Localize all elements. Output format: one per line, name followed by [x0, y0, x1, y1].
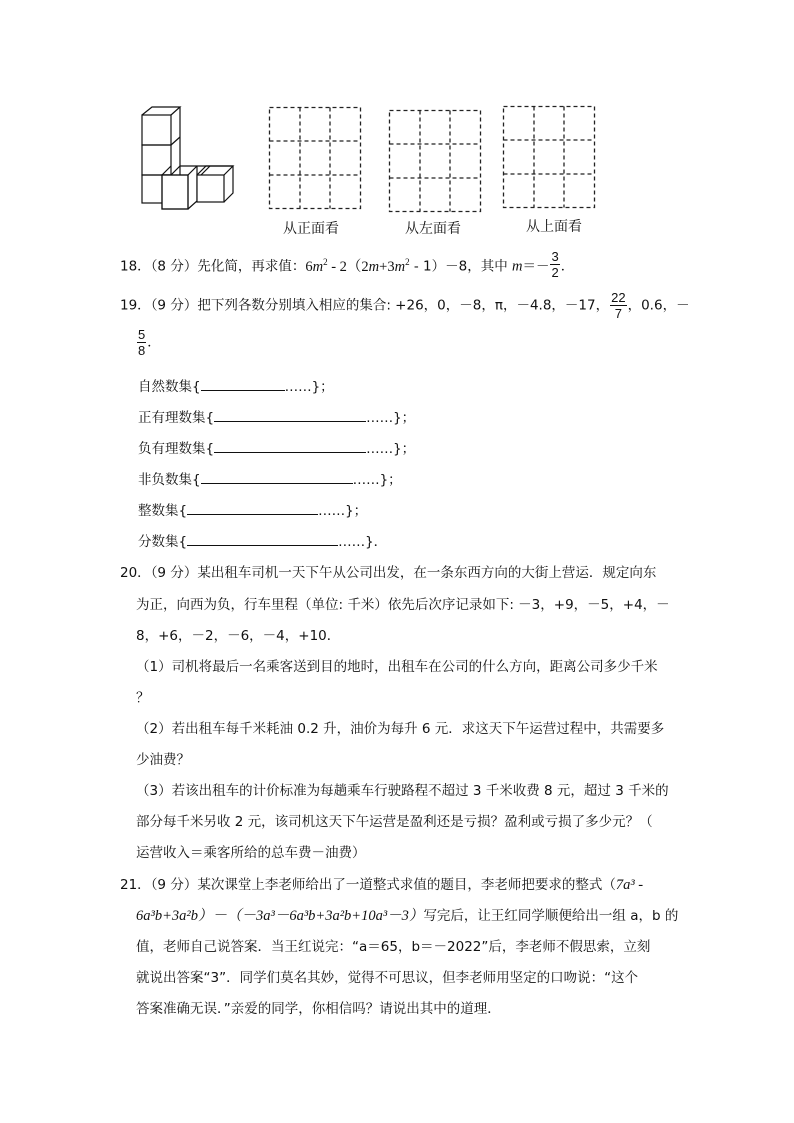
- q20-sub2: （2）若出租车每千米耗油 0.2 升，油价为每升 6 元．求这天下午运营过程中，共需要多: [136, 721, 665, 737]
- set-fraction: 分数集{ ……}．: [138, 534, 388, 550]
- left-view-grid[interactable]: [388, 109, 483, 214]
- set-integer-blank[interactable]: [187, 502, 318, 515]
- set-fraction-blank[interactable]: [187, 533, 338, 546]
- q19-fraction-22-7: $\frac{22}{7}$: [611, 290, 626, 321]
- top-view-caption: 从上面看: [526, 219, 582, 235]
- set-non-negative: 非负数集{ ……}；: [138, 472, 402, 488]
- q20-sub3: （3）若该出租车的计价标准为每趟乘车行驶路程不超过 3 千米收费 8 元，超过 3 千米的: [136, 783, 669, 799]
- q20-sub2-cont: 少油费？: [136, 752, 190, 768]
- q21-line-2: 6a³b+3a²b）－（－3a³－6a³b+3a²b+10a³－3）写完后，让王红同学顺便给出一组 a，b 的: [136, 908, 679, 924]
- set-negative-rational: 负有理数集{ ……}；: [138, 441, 416, 457]
- q21-line-4: 就说出答案“3”．同学们莫名其妙，觉得不可思议，但李老师用坚定的口吻说：“这个: [136, 970, 639, 986]
- q20-sub1-cont: ？: [136, 690, 150, 706]
- q20-sub3-cont2: 运营收入＝乘客所给的总车费－油费）: [136, 845, 366, 861]
- q20-sub1: （1）司机将最后一名乘客送到目的地时，出租车在公司的什么方向，距离公司多少千米: [136, 659, 658, 675]
- set-natural-blank[interactable]: [201, 378, 285, 391]
- q20-line-3: 8，+6，－2，－6，－4，+10．: [136, 628, 341, 644]
- question-20: 20．（9 分）某出租车司机一天下午从公司出发，在一条东西方向的大街上营运．规定向东: [120, 565, 657, 581]
- top-view-grid[interactable]: [502, 105, 597, 210]
- set-positive-rational: 正有理数集{ ……}；: [138, 410, 416, 426]
- q19-fraction-5-8-line: $\frac{5}{8}$ ．: [138, 327, 161, 358]
- set-non-negative-blank[interactable]: [201, 471, 353, 484]
- q20-line-2: 为正，向西为负，行车里程（单位: 千米）依先后次序记录如下: －3，+9，－5，+4，－: [136, 597, 670, 613]
- set-positive-rational-blank[interactable]: [214, 409, 366, 422]
- q18-expression: $6m^2 - 2(2m+3m^2$: [305, 256, 410, 275]
- q21-line-3: 值，老师自己说答案．当王红说完：“a＝65，b＝－2022”后，李老师不假思索，立刻: [136, 939, 651, 955]
- q19-fraction-5-8: $\frac{5}{8}$: [138, 327, 146, 358]
- cube-stack-figure: [130, 100, 240, 220]
- q18-score: （8 分）: [150, 258, 198, 275]
- set-integer: 整数集{ ……}；: [138, 503, 368, 519]
- q20-sub3-cont: 部分每千米另收 2 元，该司机这天下午运营是盈利还是亏损？盈利或亏损了多少元？（: [136, 814, 653, 830]
- q18-number: 18．: [120, 258, 151, 275]
- question-18: 18．（8 分）先化简，再求值：$6m^2 - 2(2m+3m^2 - 1)-8$，其中 m＝－ $\frac{3}{2}$ ．: [120, 249, 575, 280]
- left-view-caption: 从左面看: [405, 221, 461, 237]
- q18-fraction: $\frac{3}{2}$: [551, 249, 559, 280]
- set-negative-rational-blank[interactable]: [214, 440, 366, 453]
- q19-score: （9 分）: [150, 297, 198, 314]
- q18-prompt: 先化简，再求值：: [197, 258, 306, 275]
- question-21: 21．（9 分）某次课堂上李老师给出了一道整式求值的题目，李老师把要求的整式（7a³ -: [120, 877, 644, 893]
- q19-prompt: 把下列各数分别填入相应的集合: +26，0，－8，π，－4.8，－17，: [197, 297, 610, 314]
- front-view-grid[interactable]: [268, 106, 363, 211]
- set-natural: 自然数集{ ……}；: [138, 379, 334, 395]
- question-19: 19．（9 分）把下列各数分别填入相应的集合: +26，0，－8，π，－4.8，－17， $\frac{22}{7}$ ，0.6，－: [120, 290, 690, 321]
- q19-number: 19．: [120, 297, 151, 314]
- q21-line-5: 答案准确无误．”亲爱的同学，你相信吗？请说出其中的道理．: [136, 1001, 501, 1017]
- front-view-caption: 从正面看: [283, 221, 339, 237]
